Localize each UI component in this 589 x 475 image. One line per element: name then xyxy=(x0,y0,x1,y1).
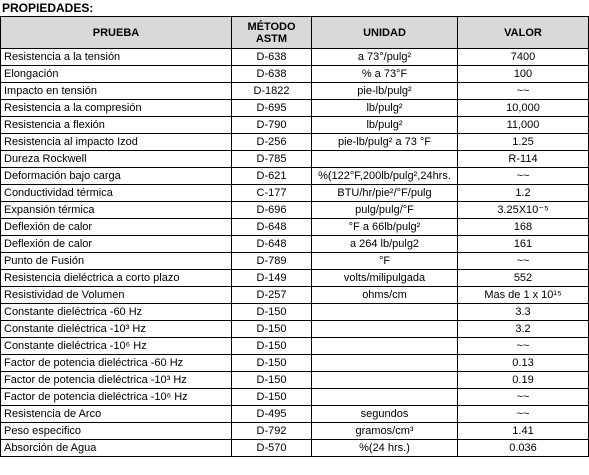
cell-valor: 7400 xyxy=(458,49,589,66)
cell-valor: 0.036 xyxy=(458,440,589,457)
cell-unidad: lb/pulg² xyxy=(312,100,458,117)
cell-metodo: D-638 xyxy=(232,49,312,66)
cell-prueba: Factor de potencia dieléctrica -10³ Hz xyxy=(1,372,232,389)
table-row xyxy=(1,321,589,338)
cell-valor: ~~ xyxy=(458,168,589,185)
cell-prueba: Deflexión de calor xyxy=(1,236,232,253)
cell-unidad: % a 73°F xyxy=(312,66,458,83)
table-row xyxy=(1,338,589,355)
table-row xyxy=(1,100,589,117)
table-row xyxy=(1,372,589,389)
cell-metodo: D-570 xyxy=(232,440,312,457)
cell-unidad xyxy=(312,338,458,355)
cell-valor: 3.25X10⁻⁵ xyxy=(458,202,589,219)
table-row xyxy=(1,49,589,66)
cell-unidad: pie-lb/pulg² a 73 °F xyxy=(312,134,458,151)
cell-unidad: %(122°F,200lb/pulg²,24hrs. xyxy=(312,168,458,185)
cell-metodo: D-150 xyxy=(232,389,312,406)
cell-prueba: Factor de potencia dieléctrica -10⁶ Hz xyxy=(1,389,232,406)
cell-prueba: Resistencia al impacto Izod xyxy=(1,134,232,151)
cell-valor: ~~ xyxy=(458,253,589,270)
cell-unidad xyxy=(312,372,458,389)
cell-prueba: Elongación xyxy=(1,66,232,83)
cell-valor: 1.25 xyxy=(458,134,589,151)
cell-metodo: D-1822 xyxy=(232,83,312,100)
cell-metodo: D-648 xyxy=(232,219,312,236)
table-row xyxy=(1,389,589,406)
cell-metodo: D-792 xyxy=(232,423,312,440)
cell-valor: Mas de 1 x 10¹⁵ xyxy=(458,287,589,304)
cell-unidad xyxy=(312,355,458,372)
table-row xyxy=(1,66,589,83)
cell-valor: 1.41 xyxy=(458,423,589,440)
cell-valor: 0.19 xyxy=(458,372,589,389)
cell-valor: R-114 xyxy=(458,151,589,168)
cell-valor: 161 xyxy=(458,236,589,253)
header-unidad: UNIDAD xyxy=(312,17,458,49)
table-row xyxy=(1,236,589,253)
cell-metodo: D-648 xyxy=(232,236,312,253)
cell-metodo: C-177 xyxy=(232,185,312,202)
cell-unidad: volts/milipulgada xyxy=(312,270,458,287)
table-row xyxy=(1,440,589,457)
cell-metodo: D-695 xyxy=(232,100,312,117)
cell-metodo: D-696 xyxy=(232,202,312,219)
cell-unidad: ohms/cm xyxy=(312,287,458,304)
cell-prueba: Impacto en tensión xyxy=(1,83,232,100)
header-metodo-line2: ASTM xyxy=(255,32,288,45)
cell-valor: 0.13 xyxy=(458,355,589,372)
cell-prueba: Resistencia a la tensión xyxy=(1,49,232,66)
cell-metodo: D-150 xyxy=(232,321,312,338)
cell-unidad xyxy=(312,151,458,168)
cell-prueba: Resistencia a flexión xyxy=(1,117,232,134)
cell-unidad: °F a 66lb/pulg² xyxy=(312,219,458,236)
cell-metodo: D-150 xyxy=(232,338,312,355)
cell-valor: 3.3 xyxy=(458,304,589,321)
cell-valor: 100 xyxy=(458,66,589,83)
cell-metodo: D-150 xyxy=(232,372,312,389)
table-row xyxy=(1,83,589,100)
cell-prueba: Factor de potencia dieléctrica -60 Hz xyxy=(1,355,232,372)
cell-metodo: D-256 xyxy=(232,134,312,151)
table-row xyxy=(1,287,589,304)
cell-valor: ~~ xyxy=(458,83,589,100)
header-valor: VALOR xyxy=(458,17,589,49)
cell-metodo: D-150 xyxy=(232,355,312,372)
properties-table xyxy=(0,16,589,457)
cell-prueba: Dureza Rockwell xyxy=(1,151,232,168)
cell-metodo: D-789 xyxy=(232,253,312,270)
cell-unidad: BTU/hr/pie²/°F/pulg xyxy=(312,185,458,202)
cell-unidad: segundos xyxy=(312,406,458,423)
cell-prueba: Resistencia de Arco xyxy=(1,406,232,423)
table-row xyxy=(1,134,589,151)
cell-unidad: °F xyxy=(312,253,458,270)
cell-valor: ~~ xyxy=(458,389,589,406)
cell-metodo: D-149 xyxy=(232,270,312,287)
table-row xyxy=(1,355,589,372)
cell-metodo: D-257 xyxy=(232,287,312,304)
cell-unidad xyxy=(312,389,458,406)
cell-unidad: %(24 hrs.) xyxy=(312,440,458,457)
cell-valor: ~~ xyxy=(458,406,589,423)
table-row xyxy=(1,406,589,423)
cell-prueba: Punto de Fusión xyxy=(1,253,232,270)
cell-unidad: a 264 lb/pulg2 xyxy=(312,236,458,253)
table-row xyxy=(1,253,589,270)
table-row xyxy=(1,168,589,185)
cell-unidad: gramos/cm³ xyxy=(312,423,458,440)
cell-prueba: Resistencia a la compresión xyxy=(1,100,232,117)
cell-valor: 11,000 xyxy=(458,117,589,134)
cell-metodo: D-495 xyxy=(232,406,312,423)
table-row xyxy=(1,185,589,202)
cell-metodo: D-785 xyxy=(232,151,312,168)
header-metodo-astm xyxy=(232,17,312,49)
cell-prueba: Resistencia dieléctrica a corto plazo xyxy=(1,270,232,287)
cell-valor: 168 xyxy=(458,219,589,236)
cell-metodo: D-790 xyxy=(232,117,312,134)
header-metodo-line1: MÉTODO xyxy=(247,20,296,33)
cell-prueba: Expansión térmica xyxy=(1,202,232,219)
cell-prueba: Deformación bajo carga xyxy=(1,168,232,185)
cell-valor: 552 xyxy=(458,270,589,287)
cell-unidad: a 73°/pulg² xyxy=(312,49,458,66)
cell-unidad xyxy=(312,304,458,321)
table-row xyxy=(1,219,589,236)
cell-unidad xyxy=(312,321,458,338)
cell-prueba: Resistividad de Volumen xyxy=(1,287,232,304)
cell-prueba: Deflexión de calor xyxy=(1,219,232,236)
table-header-row xyxy=(1,17,589,49)
table-row xyxy=(1,151,589,168)
header-prueba: PRUEBA xyxy=(1,17,232,49)
cell-valor: ~~ xyxy=(458,338,589,355)
cell-unidad: pie-lb/pulg² xyxy=(312,83,458,100)
cell-valor: 1.2 xyxy=(458,185,589,202)
table-row xyxy=(1,270,589,287)
table-row xyxy=(1,423,589,440)
cell-unidad: pulg/pulg/°F xyxy=(312,202,458,219)
table-row xyxy=(1,202,589,219)
cell-metodo: D-638 xyxy=(232,66,312,83)
section-title: PROPIEDADES: xyxy=(2,1,94,15)
cell-prueba: Peso especifico xyxy=(1,423,232,440)
cell-prueba: Constante dieléctrica -10⁶ Hz xyxy=(1,338,232,355)
cell-unidad: lb/pulg² xyxy=(312,117,458,134)
table-body xyxy=(1,49,589,457)
table-row xyxy=(1,304,589,321)
cell-metodo: D-621 xyxy=(232,168,312,185)
table-row xyxy=(1,117,589,134)
cell-prueba: Conductividad térmica xyxy=(1,185,232,202)
cell-valor: 10,000 xyxy=(458,100,589,117)
cell-prueba: Constante dieléctrica -60 Hz xyxy=(1,304,232,321)
cell-prueba: Constante dieléctrica -10³ Hz xyxy=(1,321,232,338)
cell-prueba: Absorción de Agua xyxy=(1,440,232,457)
cell-valor: 3.2 xyxy=(458,321,589,338)
cell-metodo: D-150 xyxy=(232,304,312,321)
